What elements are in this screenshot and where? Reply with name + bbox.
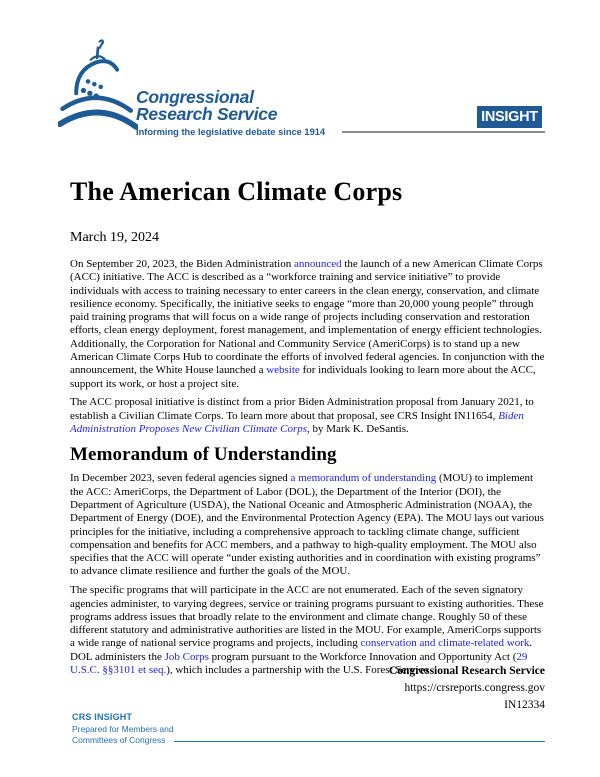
text-segment: The specific programs that will participate in the ACC are not enumerated. Each of the seven signatory agencies administer, to varying degrees, service or training programs pursuant to existing authorities. These programs address issues that broadly relate to the environment and climate change. Roughly 50 of these different statutory and administrative authorities are listed in the MOU. For example, AmeriCorps supports a wide range of national service programs and projects, including [70,584,544,650]
text-segment: for individuals looking to learn more about the ACC, support its work, or host a project site. [70,364,536,390]
text-segment: . DOL administers the [70,637,533,663]
inline-link[interactable]: 29 U.S.C. §§3101 et seq. [70,650,528,677]
footer-doc-id: IN12334 [504,699,545,712]
crs-logo-tagline: Informing the legislative debate since 1914 [136,127,326,137]
text-segment: The ACC proposal initiative is distinct from a prior Biden Administration proposal from January 2021, to establish a Civilian Climate Corps. To learn more about that proposal, see CRS Insight IN11654, [70,396,534,422]
inline-link[interactable]: a memorandum of understanding [290,472,437,485]
text-segment: , by Mark K. DeSantis. [307,423,409,436]
page-title: The American Climate Corps [70,177,403,206]
document-body [70,177,546,683]
crs-logo-line2: Research Service [136,104,278,124]
text-segment: (MOU) to implement the ACC: AmeriCorps, the Department of Labor (DOL), the Department of the Interior (DOI), the Department of Agriculture (USDA), the National Oceanic and Atmospheric Administration (NOAA), the Department of Energy (DOE), and the Environmental Protection Agency (EPA). The MOU lays out various principles for the initiative, including a comprehensive approach to tackling climate change, sufficient compensation and benefits for ACC members, and a pathway to high-quality employment. The MOU also specifies that the ACC will operate “under existing authorities and in coordination with existing programs” to advance climate resilience and further the goals of the MOU. [70,472,544,578]
body-paragraph [70,258,546,391]
crs-logo-line1: Congressional [136,87,254,107]
text-segment: ), which includes a partnership with the U.S. Forest Service [166,664,429,677]
inline-link[interactable]: conservation and climate-related work [360,637,530,650]
body-paragraph [70,472,546,578]
header-rule [342,131,545,133]
body-paragraph [70,396,546,436]
footer-prepared-line2: Committees of Congress [72,735,166,745]
text-segment: the launch of a new American Climate Corps (ACC) initiative. The ACC is described as a “workforce training and service initiative” to provide individuals with access to training necessary to enter careers in the clean energy, conservation, and climate resilience economy. Specifically, the initiative seeks to engage “more than 20,000 young people” through paid training programs that will focus on a wide range of projects including conservation and restoration efforts, clean energy deployment, forest management, and implementation of energy efficient technologies. Additionally, the Corporation for National and Community Service (AmeriCorps) is to stand up a new American Climate Corps Hub to coordinate the efforts of involved federal agencies. In conjunction with the announcement, the White House launched a [70,258,545,377]
inline-link[interactable]: Job Corps [164,650,209,663]
crs-logo-text [136,89,325,137]
inline-link[interactable]: Biden Administration Proposes New Civilian Climate Corps [70,409,524,436]
capitol-dome-icon [58,36,138,136]
insight-badge: INSIGHT [477,106,542,128]
inline-link[interactable]: announced [293,258,342,270]
text-segment: In December 2023, seven federal agencies signed [70,472,291,485]
text-segment: On September 20, 2023, the Biden Administration [70,258,294,270]
page-footer-left [72,712,545,747]
text-segment: program pursuant to the Workforce Innovation and Opportunity Act ( [208,650,517,663]
section-heading: Memorandum of Understanding [70,444,337,466]
footer-rule [174,741,545,742]
crs-insight-brand: CRS INSIGHT [72,712,133,722]
footer-org-name: Congressional Research Service [388,665,545,677]
document-date: March 19, 2024 [70,230,160,245]
page-footer-right [389,663,545,715]
inline-link[interactable]: website [266,364,300,377]
footer-prepared-line1: Prepared for Members and [72,723,174,734]
footer-url-link[interactable]: https://crsreports.congress.gov [404,682,545,695]
